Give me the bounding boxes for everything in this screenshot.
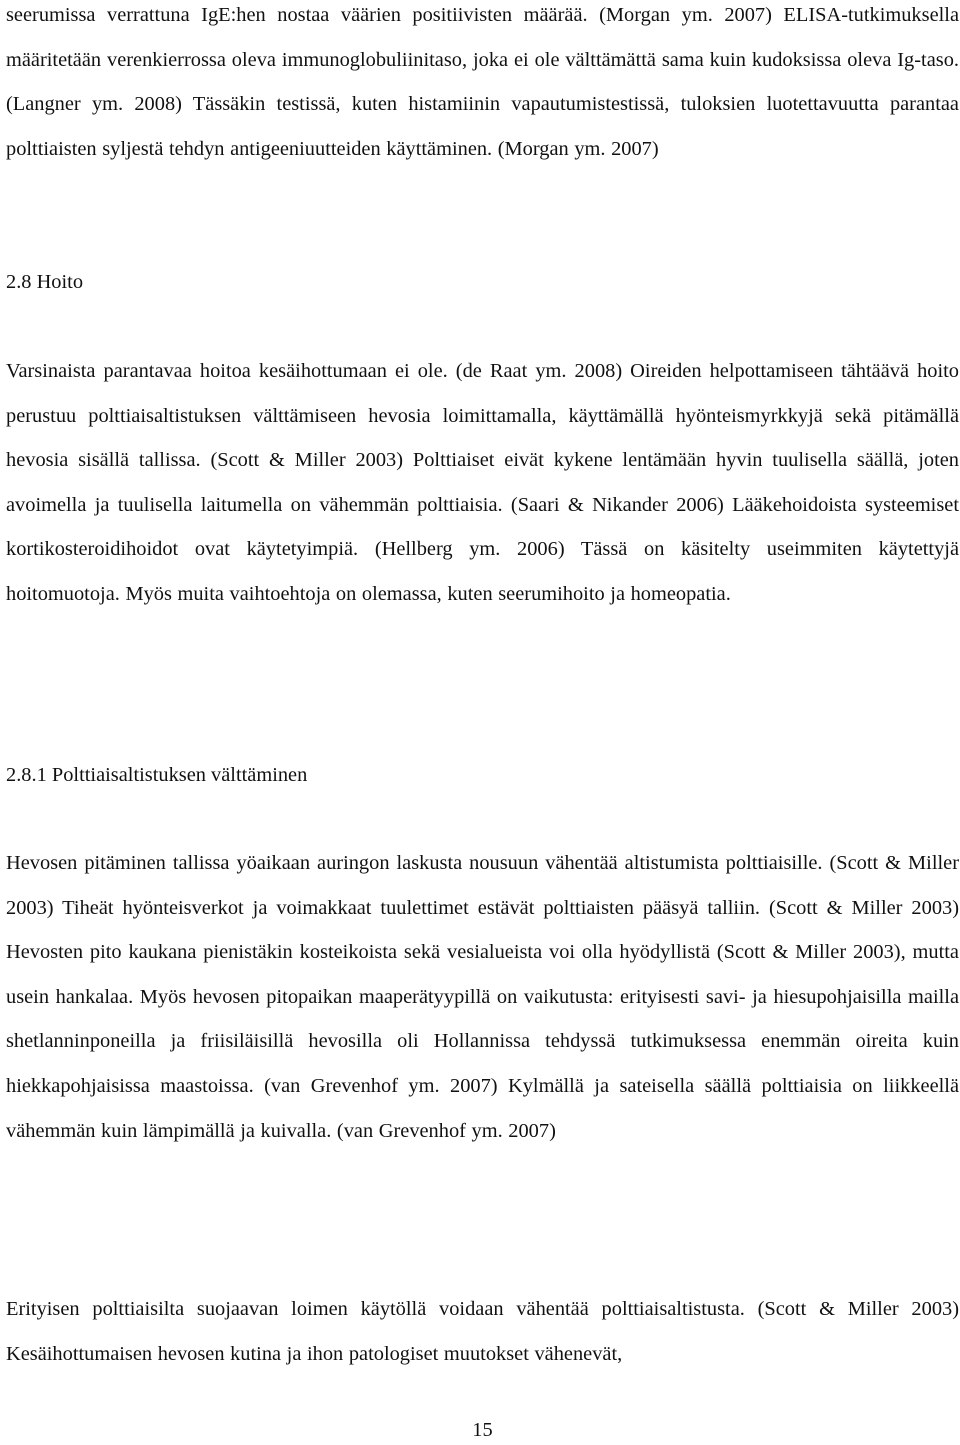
page-number: 15 (472, 1419, 493, 1441)
section-heading-2-8-1: 2.8.1 Polttiaisaltistuksen välttäminen (6, 764, 308, 786)
section-heading-2-8: 2.8 Hoito (6, 271, 84, 293)
paragraph-protective-blanket: Erityisen polttiaisilta suojaavan loimen käytöllä voidaan vähentää polttiaisaltistusta. (Scott & Miller 2003) Kesäihottumaisen hevosen kutina ja ihon patologiset muutokset vähenevät, (6, 1298, 959, 1365)
paragraph-treatment-overview: Varsinaista parantavaa hoitoa kesäihottumaan ei ole. (de Raat ym. 2008) Oireiden helpottamiseen tähtäävä hoito perustuu polttiaisaltistuksen välttämiseen hevosia loimittamalla, käyttämällä hyönteismyrkkyjä sekä pitämällä hevosia sisällä tallissa. (Scott & Miller 2003) Polttiaiset eivät kykene lentämään hyvin tuulisella säällä, joten avoimella ja tuulisella laitumella on vähemmän polttiaisia. (Saari & Nikander 2006) Lääkehoidoista systeemiset kortikosteroidihoidot ovat käytetyimpiä. (Hellberg ym. 2006) Tässä on käsitelty useimmiten käytettyjä hoitomuotoja. Myös muita vaihtoehtoja on olemassa, kuten seerumihoito ja homeopatia. (6, 360, 959, 605)
paragraph-avoiding-exposure: Hevosen pitäminen tallissa yöaikaan auringon laskusta nousuun vähentää altistumista polttiaisille. (Scott & Miller 2003) Tiheät hyönteisverkot ja voimakkaat tuulettimet estävät polttiaisten pääsyä talliin. (Scott & Miller 2003) Hevosten pito kaukana pienistäkin kosteikoista sekä vesialueista voi olla hyödyllistä (Scott & Miller 2003), mutta usein hankalaa. Myös hevosen pitopaikan maaperätyypillä on vaikutusta: erityisesti savi- ja hiesupohjaisilla mailla shetlanninponeilla ja friisiläisillä hevosilla oli Hollannissa tehdyssä tutkimuksessa enemmän oireita kuin hiekkapohjaisissa maastoissa. (van Grevenhof ym. 2007) Kylmällä ja sateisella säällä polttiaisia on liikkeellä vähemmän kuin lämpimällä ja kuivalla. (van Grevenhof ym. 2007) (6, 852, 959, 1142)
document-page (6, 0, 959, 1442)
paragraph-diagnostics-continued: seerumissa verrattuna IgE:hen nostaa väärien positiivisten määrää. (Morgan ym. 2007) ELISA-tutkimuksella määritetään verenkierrossa oleva immunoglobuliinitaso, joka ei ole välttämättä sama kuin kudoksissa oleva Ig-taso. (Langner ym. 2008) Tässäkin testissä, kuten histamiinin vapautumistestissä, tuloksien luotettavuutta parantaa polttiaisten syljestä tehdyn antigeeniuutteiden käyttäminen. (Morgan ym. 2007) (6, 4, 959, 160)
